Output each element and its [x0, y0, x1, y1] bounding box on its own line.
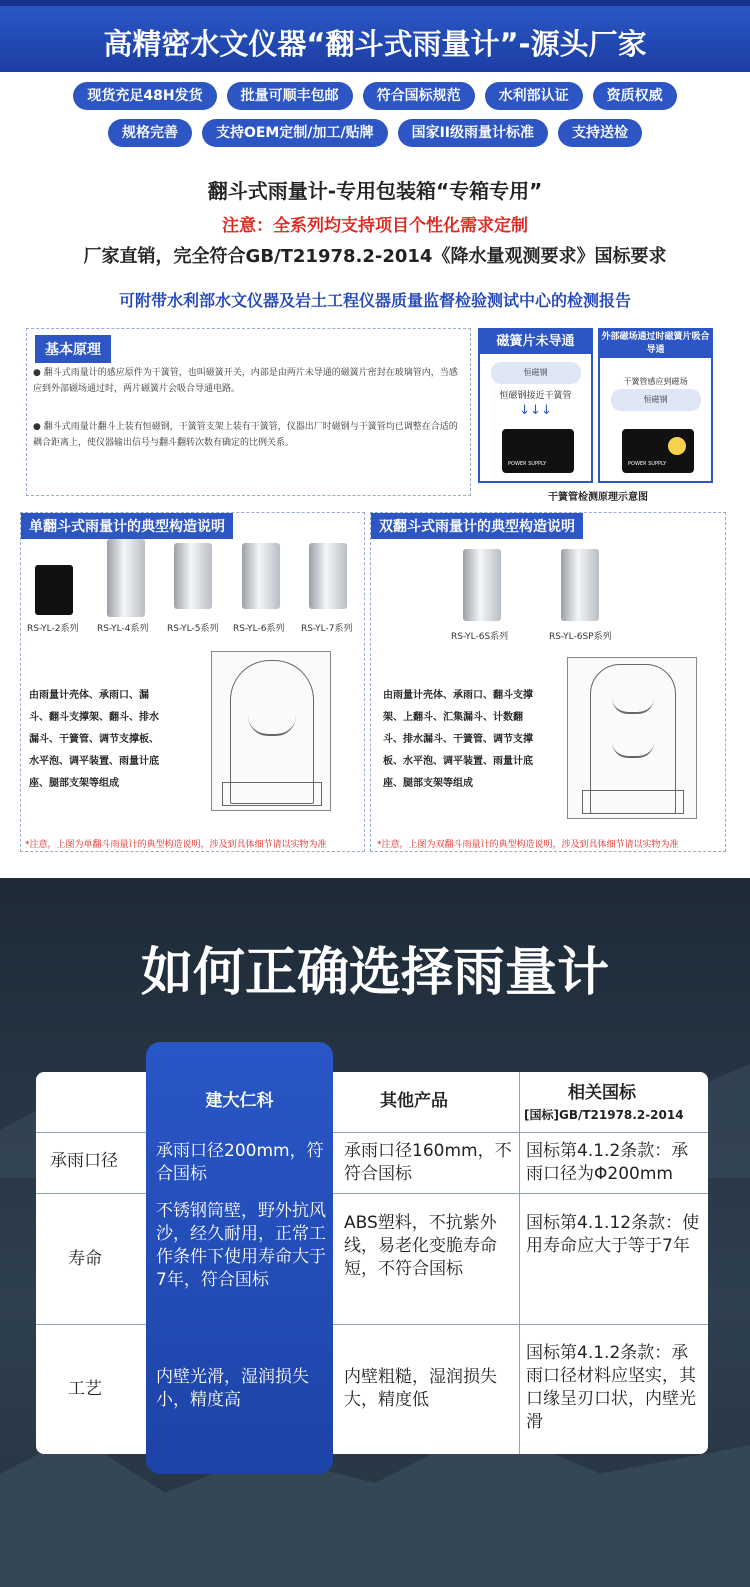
double-structure-desc: 由雨量计壳体、承雨口、翻斗支撑架、上翻斗、汇集漏斗、计数翻斗、排水漏斗、干簧管、调节支撑板、水平泡、调平装置、雨量计底座、腿部支架等组成 [383, 690, 533, 789]
headline-note: 注意：全系列均支持项目个性化需求定制 [222, 216, 528, 236]
page-header: 高精密水文仪器“翻斗式雨量计”-源头厂家 [0, 0, 750, 72]
magnet-off-title: 磁簧片未导通 [480, 330, 591, 354]
principle-text-1: ● 翻斗式雨量计的感应原件为干簧管，也叫磁簧开关，内部是由两片未导通的磁簧片密封在玻璃管内，当感应到外部磁场通过时，两片磁簧片会吸合导通电路。 [33, 368, 458, 394]
power-supply-image: POWER SUPPLY [502, 429, 574, 473]
diagram-base [222, 782, 322, 806]
gauge-image [463, 549, 501, 621]
single-tipping-section [20, 512, 365, 852]
single-structure-diagram [211, 651, 331, 811]
tag: 资质权威 [593, 82, 677, 110]
cell-std: 国标第4.1.12条款：使用寿命应大于等于7年 [526, 1213, 700, 1256]
magnet-diagram-on [598, 328, 713, 483]
col-header-std: 相关国标 [568, 1083, 636, 1103]
magnet-off-text: 恒磁钢接近干簧管 [499, 391, 572, 401]
single-note: *注意，上图为单翻斗雨量计的典型构造说明，涉及到具体细节请以实物为准 [25, 840, 327, 850]
row-label: 承雨口径 [50, 1151, 118, 1171]
headline-standard: 厂家直销，完全符合GB/T21978.2-2014《降水量观测要求》国标要求 [83, 246, 667, 267]
model-label: RS-YL-6SP系列 [549, 632, 612, 642]
gauge-image [107, 539, 145, 617]
cell-other: 承雨口径160mm，不符合国标 [344, 1141, 512, 1184]
tag: 国家II级雨量计标准 [398, 119, 548, 147]
gauge-image [242, 543, 280, 609]
cell-other: 内壁粗糙，湿润损失大，精度低 [344, 1367, 497, 1410]
double-section-title: 双翻斗式雨量计的典型构造说明 [371, 513, 583, 539]
tag: 支持送检 [558, 119, 642, 147]
cell-std: 国标第4.1.2条款：承雨口径材料应坚实，其口缘呈刃口状，内壁光滑 [526, 1343, 696, 1432]
single-structure-desc: 由雨量计壳体、承雨口、漏斗、翻斗支撑架、翻斗、排水漏斗、干簧管、调节支撑板、水平泡、调平装置、雨量计底座、腿部支架等组成 [29, 690, 159, 789]
tag: 现货充足48H发货 [73, 82, 216, 110]
tag: 规格完善 [108, 119, 192, 147]
compare-title: 如何正确选择雨量计 [140, 943, 609, 1003]
single-section-title: 单翻斗式雨量计的典型构造说明 [21, 513, 233, 539]
principle-text-2: ● 翻斗式雨量计翻斗上装有恒磁钢，干簧管支架上装有干簧管，仪器出厂时磁钢与干簧管均已调整在合适的耦合距离上，使仪器输出信号与翻斗翻转次数有确定的比例关系。 [33, 422, 458, 448]
gauge-image [561, 549, 599, 621]
highlight-column [146, 1042, 333, 1474]
arrow-icon: ↓↓↓ [519, 403, 552, 418]
gauge-image [174, 543, 212, 609]
power-supply-lit-image: POWER SUPPLY [622, 429, 694, 473]
magnet-tag: 恒磁钢 [611, 389, 701, 411]
cell-std: 国标第4.1.2条款：承雨口径为Φ200mm [526, 1141, 689, 1184]
col-header-other: 其他产品 [380, 1091, 448, 1111]
table-divider [36, 1324, 708, 1325]
cell-ours: 不锈钢筒壁，野外抗风沙，经久耐用，正常工作条件下使用寿命大于7年，符合国标 [156, 1201, 326, 1290]
model-label: RS-YL-6S系列 [451, 632, 509, 642]
row-label: 寿命 [68, 1249, 102, 1269]
cell-ours: 承雨口径200mm，符合国标 [156, 1141, 324, 1184]
tag: 符合国标规范 [363, 82, 475, 110]
model-label: RS-YL-7系列 [301, 624, 353, 634]
magnet-on-text: 干簧管感应到磁场 [623, 377, 688, 386]
diagram-base [582, 790, 684, 814]
double-note: *注意，上图为双翻斗雨量计的典型构造说明，涉及到具体细节请以实物为准 [377, 840, 679, 850]
model-label: RS-YL-5系列 [167, 624, 219, 634]
tag: 支持OEM定制/加工/贴牌 [202, 119, 388, 147]
table-divider [519, 1072, 520, 1454]
principle-box [26, 328, 471, 496]
table-divider [36, 1193, 708, 1194]
tag: 批量可顺丰包邮 [227, 82, 353, 110]
headline-packaging: 翻斗式雨量计-专用包装箱“专箱专用” [207, 179, 543, 203]
lamp-icon [668, 437, 686, 455]
model-label: RS-YL-6系列 [233, 624, 285, 634]
table-divider [36, 1132, 708, 1133]
row-label: 工艺 [68, 1379, 102, 1399]
col-header-ours: 建大仁科 [205, 1091, 274, 1111]
feature-tags [0, 82, 750, 156]
cell-ours: 内壁光滑，湿润损失小，精度高 [156, 1367, 309, 1410]
model-label: RS-YL-2系列 [27, 624, 79, 634]
principle-title: 基本原理 [35, 335, 111, 363]
cell-other: ABS塑料，不抗紫外线，易老化变脆寿命短，不符合国标 [344, 1213, 497, 1279]
tag: 水利部认证 [485, 82, 583, 110]
magnet-diagram-off [478, 328, 593, 483]
magnet-on-title: 外部磁场通过时磁簧片吸合导通 [600, 330, 711, 358]
compare-table [36, 1072, 708, 1454]
double-tipping-section [370, 512, 726, 852]
model-label: RS-YL-4系列 [97, 624, 149, 634]
double-structure-diagram [567, 657, 697, 819]
headline-report: 可附带水利部水文仪器及岩土工程仪器质量监督检验测试中心的检测报告 [118, 291, 631, 310]
col-header-std-code: [国标]GB/T21978.2-2014 [524, 1108, 684, 1122]
gauge-image [35, 565, 73, 615]
gauge-image [309, 543, 347, 609]
magnet-tag: 恒磁钢 [491, 362, 581, 384]
magnet-caption: 干簧管检测原理示意图 [548, 492, 648, 503]
